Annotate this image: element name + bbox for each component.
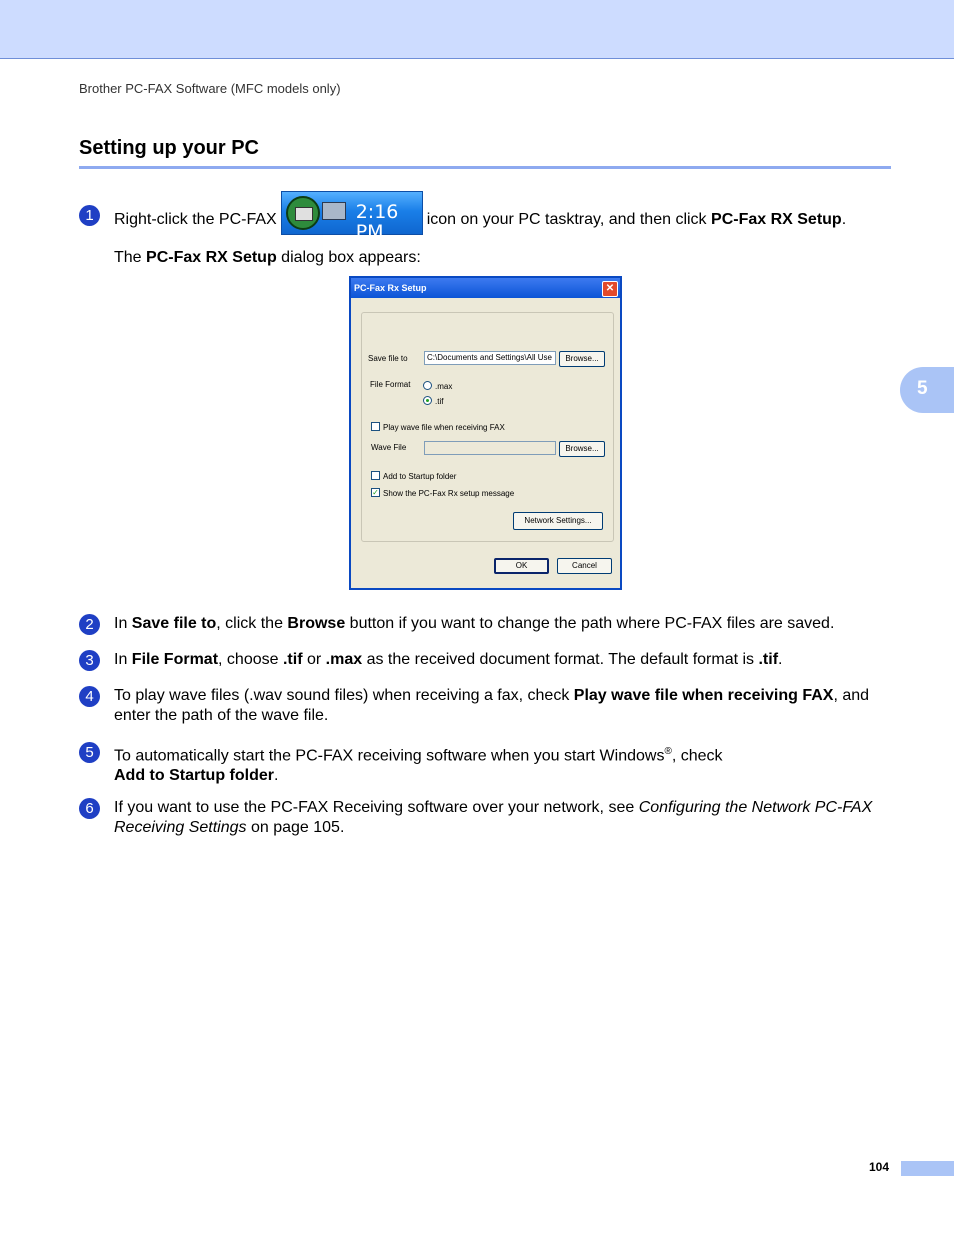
tasktray-image (281, 191, 423, 243)
wave-path-field[interactable] (424, 441, 556, 455)
startup-checkbox[interactable] (371, 471, 380, 480)
play-wave-checkbox[interactable] (371, 422, 380, 431)
save-file-label: Save file to (368, 354, 408, 363)
step-number: 2 (79, 614, 100, 635)
dialog-titlebar (351, 278, 620, 298)
pc-fax-rx-setup-dialog (349, 276, 622, 590)
title-underline (79, 166, 891, 169)
network-settings-button[interactable]: Network Settings... (513, 512, 603, 530)
file-format-label: File Format (370, 380, 411, 389)
cancel-button[interactable]: Cancel (557, 558, 612, 574)
top-header-band (0, 0, 954, 59)
ok-button[interactable]: OK (494, 558, 549, 574)
step-number: 6 (79, 798, 100, 819)
wave-browse-button[interactable]: Browse... (559, 441, 605, 457)
play-wave-label: Play wave file when receiving FAX (383, 423, 505, 432)
dialog-title: PC-Fax Rx Setup (354, 283, 427, 293)
wave-file-label: Wave File (371, 443, 407, 452)
network-tray-icon (322, 202, 346, 220)
section-title: Setting up your PC (79, 137, 259, 159)
step-number: 1 (79, 205, 100, 226)
radio-max[interactable] (423, 381, 432, 390)
running-head: Brother PC-FAX Software (MFC models only) (79, 81, 341, 96)
radio-tif-label: .tif (435, 397, 444, 406)
show-message-checkbox[interactable]: ✓ (372, 488, 379, 497)
tray-clock: 2:16 PM (355, 201, 399, 243)
startup-label: Add to Startup folder (383, 472, 457, 481)
chapter-number: 5 (917, 378, 928, 399)
show-message-label: Show the PC-Fax Rx setup message (383, 489, 515, 498)
close-icon[interactable]: ✕ (602, 281, 618, 297)
page-number: 104 (869, 1160, 890, 1174)
page-number-bar (901, 1161, 954, 1176)
cross-reference-link[interactable]: Configuring the Network PC-FAX Receiving Settings (114, 799, 873, 836)
step-number: 5 (79, 742, 100, 763)
radio-max-label: .max (435, 382, 453, 391)
browse-button[interactable]: Browse... (559, 351, 605, 367)
step-number: 3 (79, 650, 100, 671)
step-number: 4 (79, 686, 100, 707)
pc-fax-tray-icon (286, 196, 320, 230)
save-path-field[interactable]: C:\Documents and Settings\All Use (424, 351, 556, 365)
chapter-tab (900, 367, 954, 413)
settings-group (361, 312, 614, 542)
radio-tif[interactable] (423, 396, 432, 405)
